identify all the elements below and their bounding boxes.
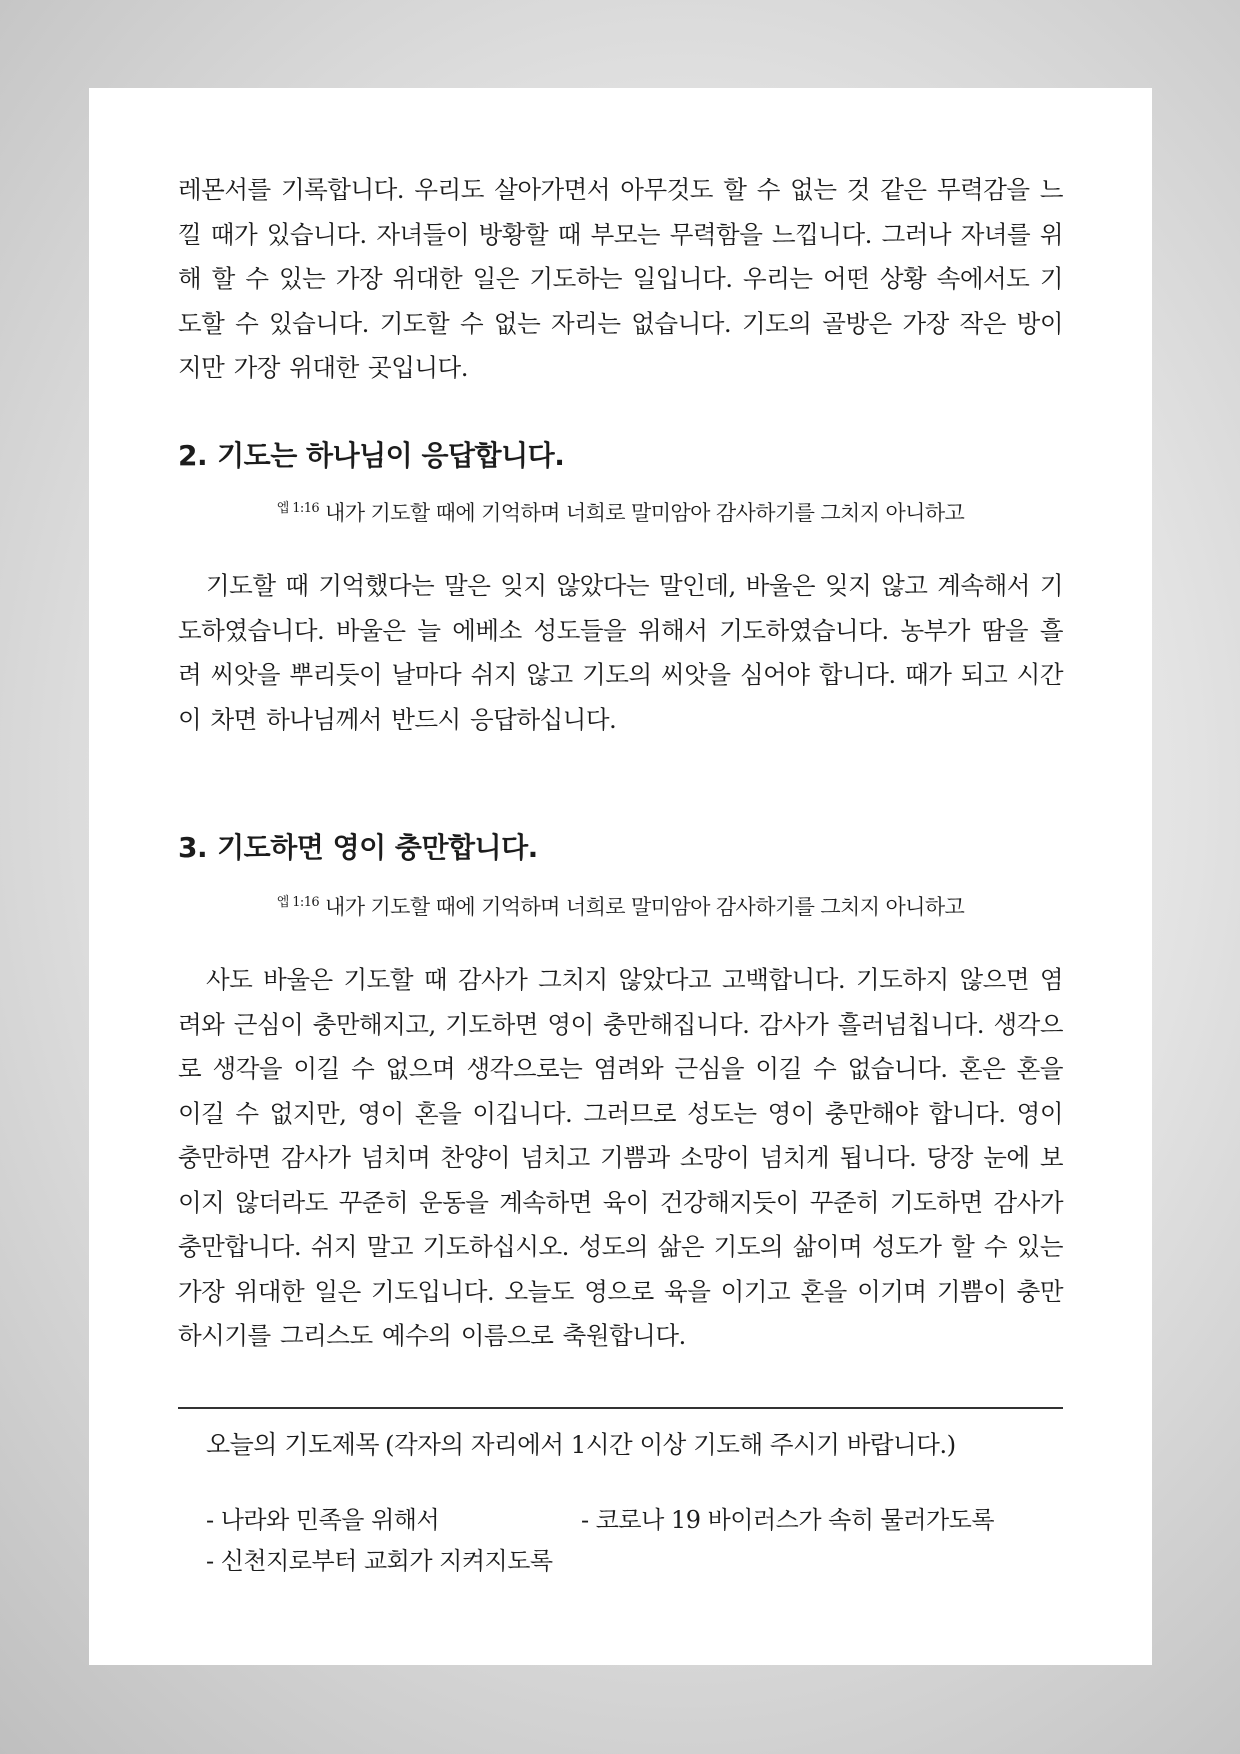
prayer-title: 오늘의 기도제목 [206, 1430, 379, 1459]
prayer-list [206, 1500, 1006, 1582]
document-page [89, 88, 1152, 1665]
section-2-body: 기도할 때 기억했다는 말은 잊지 않았다는 말인데, 바울은 잊지 않고 계속해서 기도하였습니다. 바울은 늘 에베소 성도들을 위해서 기도하였습니다. 농부가 땀을 흘려 씨앗을 뿌리듯이 날마다 쉬지 않고 기도의 씨앗을 심어야 합니다. 때가 되고 시간이 차면 하나님께서 반드시 응답하십니다. [178, 571, 1063, 734]
section-3-title: 기도하면 영이 충만합니다. [217, 831, 538, 864]
prayer-note: (각자의 자리에서 1시간 이상 기도해 주시기 바랍니다.) [385, 1430, 956, 1459]
section-3-verse-text: 내가 기도할 때에 기억하며 너희로 말미암아 감사하기를 그치지 아니하고 [325, 895, 965, 919]
prayer-item: - 코로나 19 바이러스가 속히 물러가도록 [581, 1506, 995, 1534]
prayer-item: - 신천지로부터 교회가 지켜지도록 [206, 1547, 553, 1575]
section-2-number: 2. [178, 439, 208, 472]
prayer-item: - 나라와 민족을 위해서 [206, 1506, 440, 1534]
section-2-verse-text: 내가 기도할 때에 기억하며 너희로 말미암아 감사하기를 그치지 아니하고 [325, 501, 965, 525]
section-2-heading [178, 436, 564, 476]
prayer-header [206, 1425, 956, 1465]
divider-line [178, 1407, 1063, 1409]
section-3-verse-ref: 엡 1:16 [276, 895, 320, 910]
section-2-verse [178, 494, 1063, 528]
section-2-title: 기도는 하나님이 응답합니다. [217, 439, 565, 472]
section-3-number: 3. [178, 831, 208, 864]
section-3-verse [178, 888, 1063, 922]
intro-paragraph: 레몬서를 기록합니다. 우리도 살아가면서 아무것도 할 수 없는 것 같은 무력감을 느낄 때가 있습니다. 자녀들이 방황할 때 부모는 무력함을 느낍니다. 그러나 자녀를 위해 할 수 있는 가장 위대한 일은 기도하는 일입니다. 우리는 어떤 상황 속에서도 기도할 수 있습니다. 기도할 수 없는 자리는 없습니다. 기도의 골방은 가장 작은 방이지만 가장 위대한 곳입니다. [178, 175, 1063, 382]
section-3-body: 사도 바울은 기도할 때 감사가 그치지 않았다고 고백합니다. 기도하지 않으면 염려와 근심이 충만해지고, 기도하면 영이 충만해집니다. 감사가 흘러넘칩니다. 생각으로 생각을 이길 수 없으며 생각으로는 염려와 근심을 이길 수 없습니다. 혼은 혼을 이길 수 없지만, 영이 혼을 이깁니다. 그러므로 성도는 영이 충만해야 합니다. 영이 충만하면 감사가 넘치며 찬양이 넘치고 기쁨과 소망이 넘치게 됩니다. 당장 눈에 보이지 않더라도 꾸준히 운동을 계속하면 육이 건강해지듯이 꾸준히 기도하면 감사가 충만합니다. 쉬지 말고 기도하십시오. 성도의 삶은 기도의 삶이며 성도가 할 수 있는 가장 위대한 일은 기도입니다. 오늘도 영으로 육을 이기고 혼을 이기며 기쁨이 충만하시기를 그리스도 예수의 이름으로 축원합니다. [178, 965, 1063, 1350]
section-2-verse-ref: 엡 1:16 [276, 501, 320, 516]
section-3-heading [178, 828, 538, 868]
